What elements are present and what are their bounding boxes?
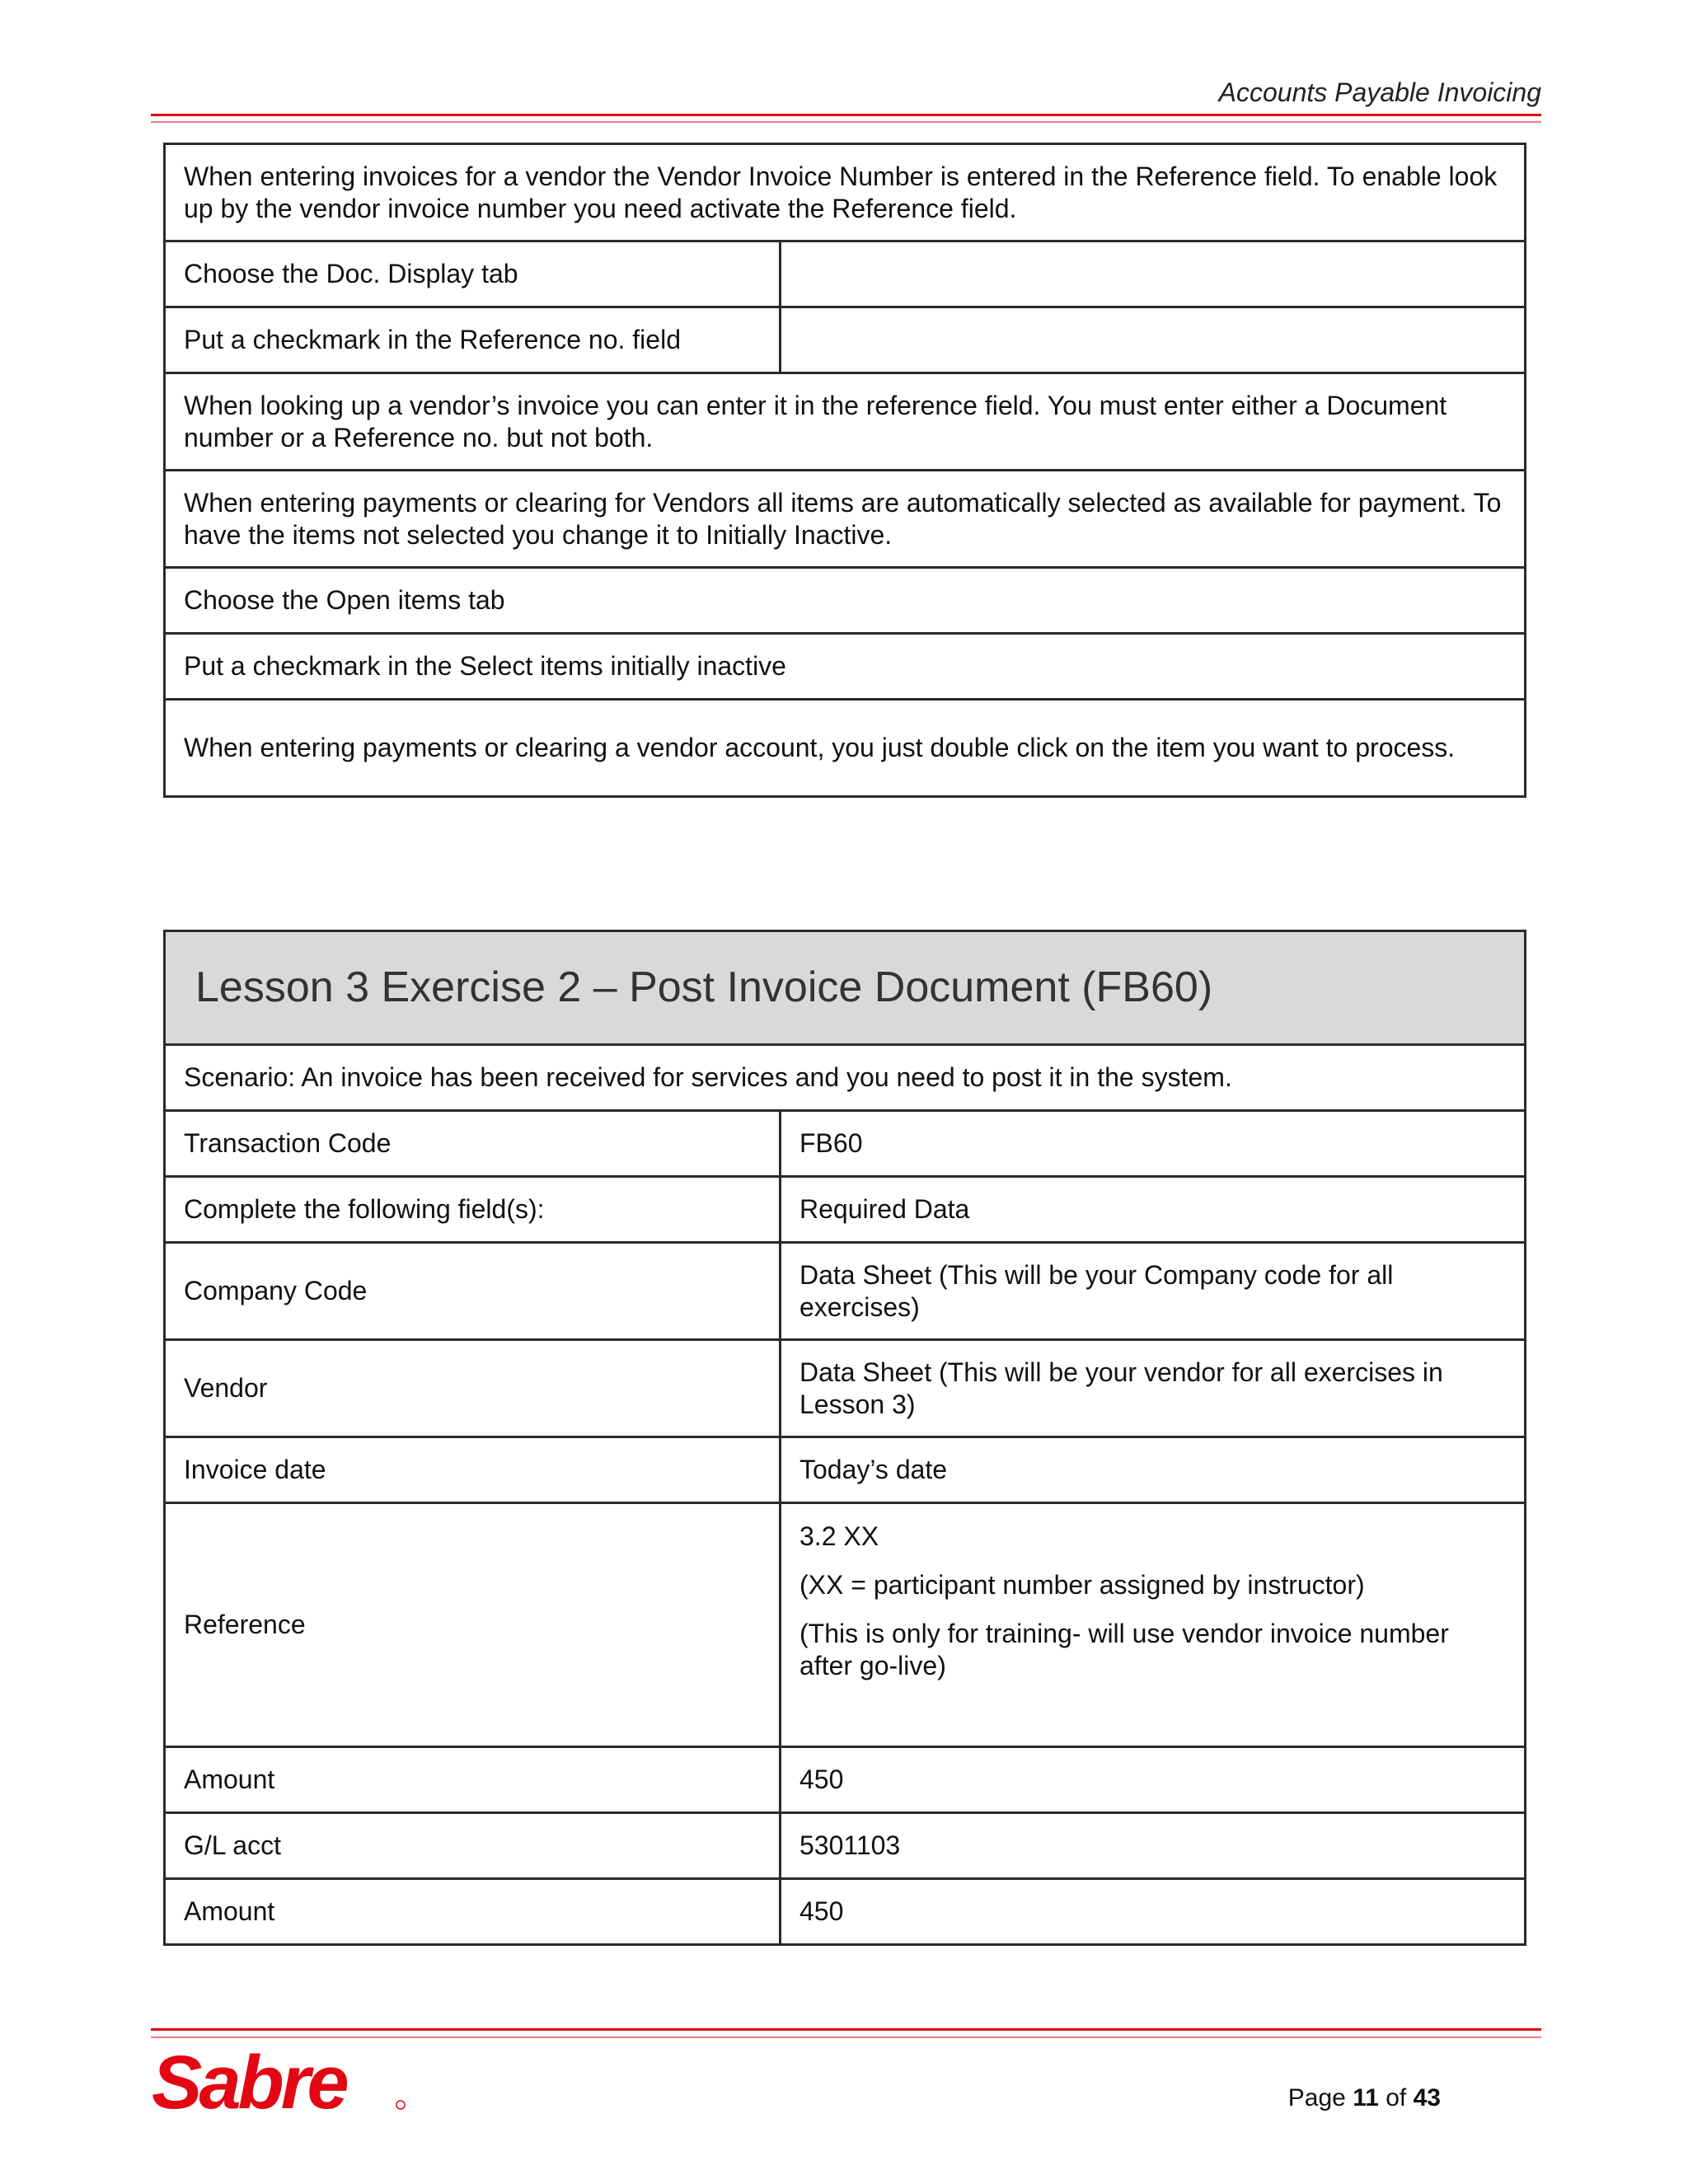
table-row	[165, 1503, 1526, 1747]
page-total: 43	[1413, 2084, 1441, 2111]
field-label: Company Code	[165, 1243, 781, 1340]
field-value: 5301103	[781, 1813, 1526, 1879]
field-value: 450	[781, 1747, 1526, 1813]
table-row	[165, 634, 1526, 700]
page-number	[1288, 2084, 1441, 2112]
empty-cell	[781, 241, 1526, 307]
table-row	[165, 1243, 1526, 1340]
table-row	[165, 373, 1526, 471]
field-label: Reference	[165, 1503, 781, 1747]
registered-mark-icon	[396, 2101, 405, 2109]
table-row	[165, 1747, 1526, 1813]
table-row	[165, 1879, 1526, 1945]
table-row	[165, 241, 1526, 307]
info-cell: Put a checkmark in the Select items initially inactive	[165, 634, 1526, 700]
field-value: Required Data	[781, 1177, 1526, 1243]
table-row	[165, 568, 1526, 634]
table-row	[165, 1177, 1526, 1243]
exercise-table	[163, 930, 1526, 1946]
field-value: Today’s date	[781, 1437, 1526, 1503]
table-row	[165, 1437, 1526, 1503]
field-value: Data Sheet (This will be your vendor for all exercises in Lesson 3)	[781, 1340, 1526, 1437]
footer-rule-top	[151, 2028, 1541, 2031]
info-cell: When looking up a vendor’s invoice you can enter it in the reference field. You must enter either a Document number or a Reference no. but not both.	[165, 373, 1526, 471]
page-current: 11	[1353, 2084, 1379, 2111]
info-cell: Put a checkmark in the Reference no. field	[165, 307, 781, 373]
page-prefix: Page	[1287, 2084, 1346, 2111]
field-label: Complete the following field(s):	[165, 1177, 781, 1243]
footer-rule-bottom	[151, 2036, 1541, 2038]
page-of: of	[1386, 2084, 1407, 2111]
scenario-cell: Scenario: An invoice has been received for services and you need to post it in the system.	[165, 1045, 1526, 1111]
field-value	[781, 1503, 1526, 1747]
sabre-logo	[148, 2047, 412, 2121]
info-cell: Choose the Doc. Display tab	[165, 241, 781, 307]
field-label: Invoice date	[165, 1437, 781, 1503]
info-table	[163, 143, 1526, 798]
info-cell: When entering invoices for a vendor the Vendor Invoice Number is entered in the Reference field. To enable look up by the vendor invoice number you need activate the Reference field.	[165, 144, 1526, 241]
field-value: 450	[781, 1879, 1526, 1945]
table-row	[165, 307, 1526, 373]
reference-line: (This is only for training- will use vendor invoice number after go-live)	[799, 1619, 1449, 1680]
reference-line: 3.2 XX	[799, 1521, 879, 1551]
table-row	[165, 931, 1526, 1045]
table-row	[165, 144, 1526, 241]
header-title: Accounts Payable Invoicing	[1218, 77, 1541, 107]
reference-line: (XX = participant number assigned by instructor)	[799, 1570, 1365, 1600]
header-rule-top	[151, 114, 1541, 116]
field-label: G/L acct	[165, 1813, 781, 1879]
field-label: Vendor	[165, 1340, 781, 1437]
empty-cell	[781, 307, 1526, 373]
field-label: Transaction Code	[165, 1111, 781, 1177]
field-value: Data Sheet (This will be your Company code for all exercises)	[781, 1243, 1526, 1340]
sabre-logo-text: Sabre	[152, 2047, 346, 2121]
table-row	[165, 1111, 1526, 1177]
field-value: FB60	[781, 1111, 1526, 1177]
field-label: Amount	[165, 1747, 781, 1813]
info-cell: When entering payments or clearing a vendor account, you just double click on the item you want to process.	[165, 700, 1526, 797]
field-label: Amount	[165, 1879, 781, 1945]
table-row	[165, 1340, 1526, 1437]
table-row	[165, 1045, 1526, 1111]
info-cell: Choose the Open items tab	[165, 568, 1526, 634]
table-row	[165, 471, 1526, 568]
info-cell: When entering payments or clearing for Vendors all items are automatically selected as available for payment. To have the items not selected you change it to Initially Inactive.	[165, 471, 1526, 568]
lesson-title: Lesson 3 Exercise 2 – Post Invoice Document (FB60)	[165, 931, 1526, 1045]
table-row	[165, 1813, 1526, 1879]
header-rule-bottom	[151, 121, 1541, 123]
table-row	[165, 700, 1526, 797]
